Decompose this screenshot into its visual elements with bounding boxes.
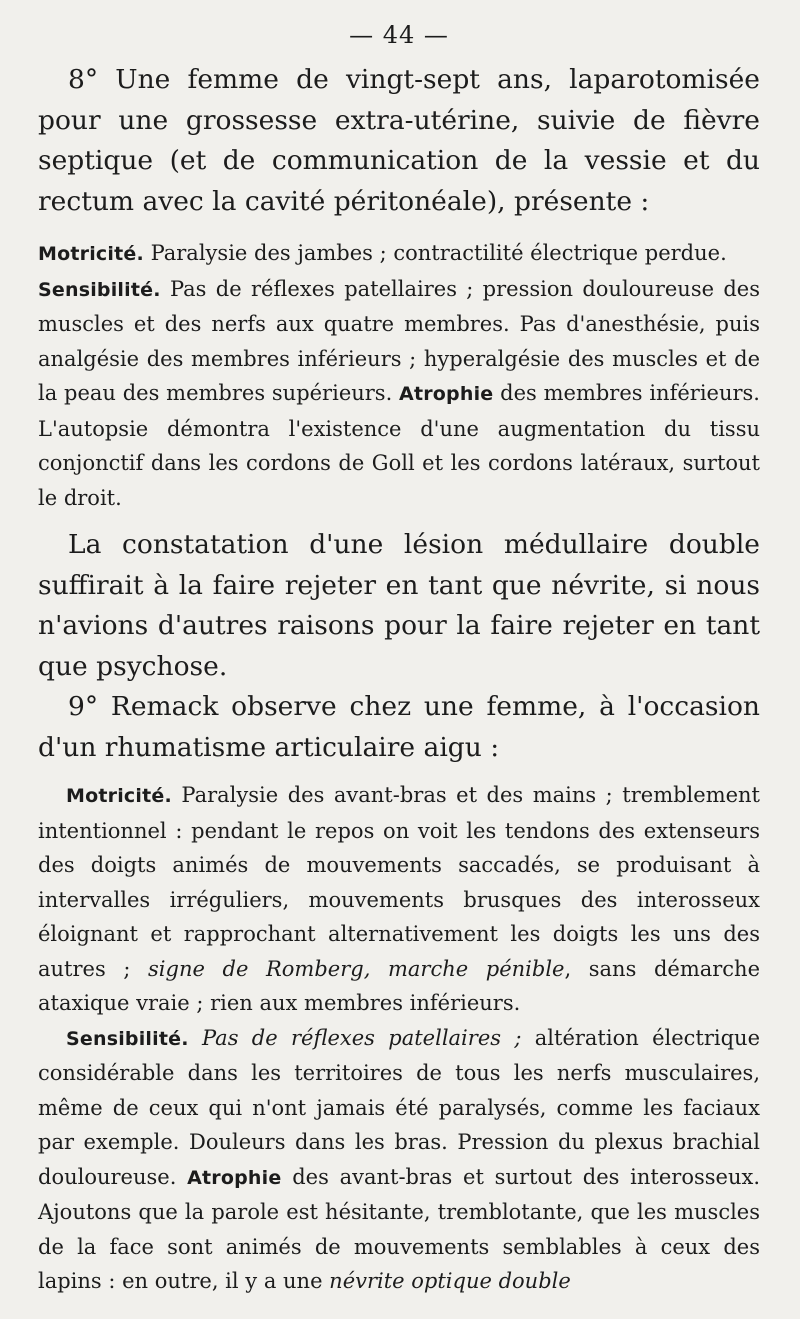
case-9-intro: 9° Remack observe chez une femme, à l'occasion d'un rhumatisme articulaire aigu : bbox=[38, 691, 760, 763]
term-atrophie: Atrophie bbox=[399, 383, 494, 405]
case-8-sensibilite-text-1: Pas de réflexes patellaires ; pression douloureuse des muscles et des nerfs aux quatre membres. Pas d'anesthésie, puis analgésie des membres inférieurs ; hyperalgésie des muscles et de la peau des membres supérieurs. bbox=[38, 276, 760, 405]
conclusion-paragraph: La constatation d'une lésion médullaire double suffirait à la faire rejeter en tant que névrite, si nous n'avions d'autres raisons pour la faire rejeter en tant que psychose. bbox=[38, 529, 760, 682]
term-sensibilite: Sensibilité. bbox=[38, 278, 161, 301]
case-9-motricite bbox=[38, 778, 760, 1021]
case-8-sensibilite bbox=[38, 272, 760, 516]
case-8-intro: 8° Une femme de vingt-sept ans, laparotomisée pour une grossesse extra-utérine, suivie de fièvre septique (et de communication de la vessie et du rectum avec la cavité péritonéale), présente : bbox=[38, 64, 760, 217]
case-9-sensibilite-italic-2: névrite optique double bbox=[329, 1269, 571, 1293]
term-motricite: Motricité. bbox=[38, 243, 144, 265]
case-9-motricite-text-2: , sans démarche ataxique vraie ; rien aux membres inférieurs. bbox=[38, 956, 761, 1015]
case-9-sensibilite bbox=[38, 1021, 760, 1299]
case-9-motricite-text-1: Paralysie des avant-bras et des mains ; tremblement intentionnel : pendant le repos on voit les tendons des extenseurs des doigts animés de mouvements saccadés, se produisant à intervalles irréguliers, mouvements brusques des interosseux éloignant et rapprochant alternativement les doigts les uns des autres ; bbox=[38, 783, 760, 981]
term-sensibilite-2: Sensibilité. bbox=[66, 1027, 189, 1050]
case-8-motricite-text: Paralysie des jambes ; contractilité électrique perdue. bbox=[143, 241, 727, 265]
case-8-motricite bbox=[38, 236, 760, 272]
page-number: — 44 — bbox=[349, 21, 449, 49]
term-atrophie-2: Atrophie bbox=[187, 1166, 282, 1189]
case-9-sensibilite-text-1: altération électrique considérable dans les territoires de tous les nerfs musculaires, même de ceux qui n'ont jamais été paralysés, comme les faciaux par exemple. Douleurs dans les bras. Pression du plexus brachial douloureuse. bbox=[38, 1025, 761, 1189]
case-8-sensibilite-text-2: des membres inférieurs. L'autopsie démontra l'existence d'une augmentation du tissu conjonctif dans les cordons de Goll et les cordons latéraux, surtout le droit. bbox=[38, 381, 760, 510]
case-9-sensibilite-text-2: des avant-bras et surtout des interosseux. Ajoutons que la parole est hésitante, tremblotante, que les muscles de la face sont animés de mouvements semblables à ceux des lapins : en outre, il y a une bbox=[38, 1164, 760, 1293]
case-9-motricite-italic: signe de Romberg, marche pénible bbox=[148, 956, 565, 981]
term-motricite-2: Motricité. bbox=[66, 785, 172, 807]
case-9-sensibilite-italic-1: Pas de réflexes patellaires ; bbox=[188, 1025, 522, 1050]
